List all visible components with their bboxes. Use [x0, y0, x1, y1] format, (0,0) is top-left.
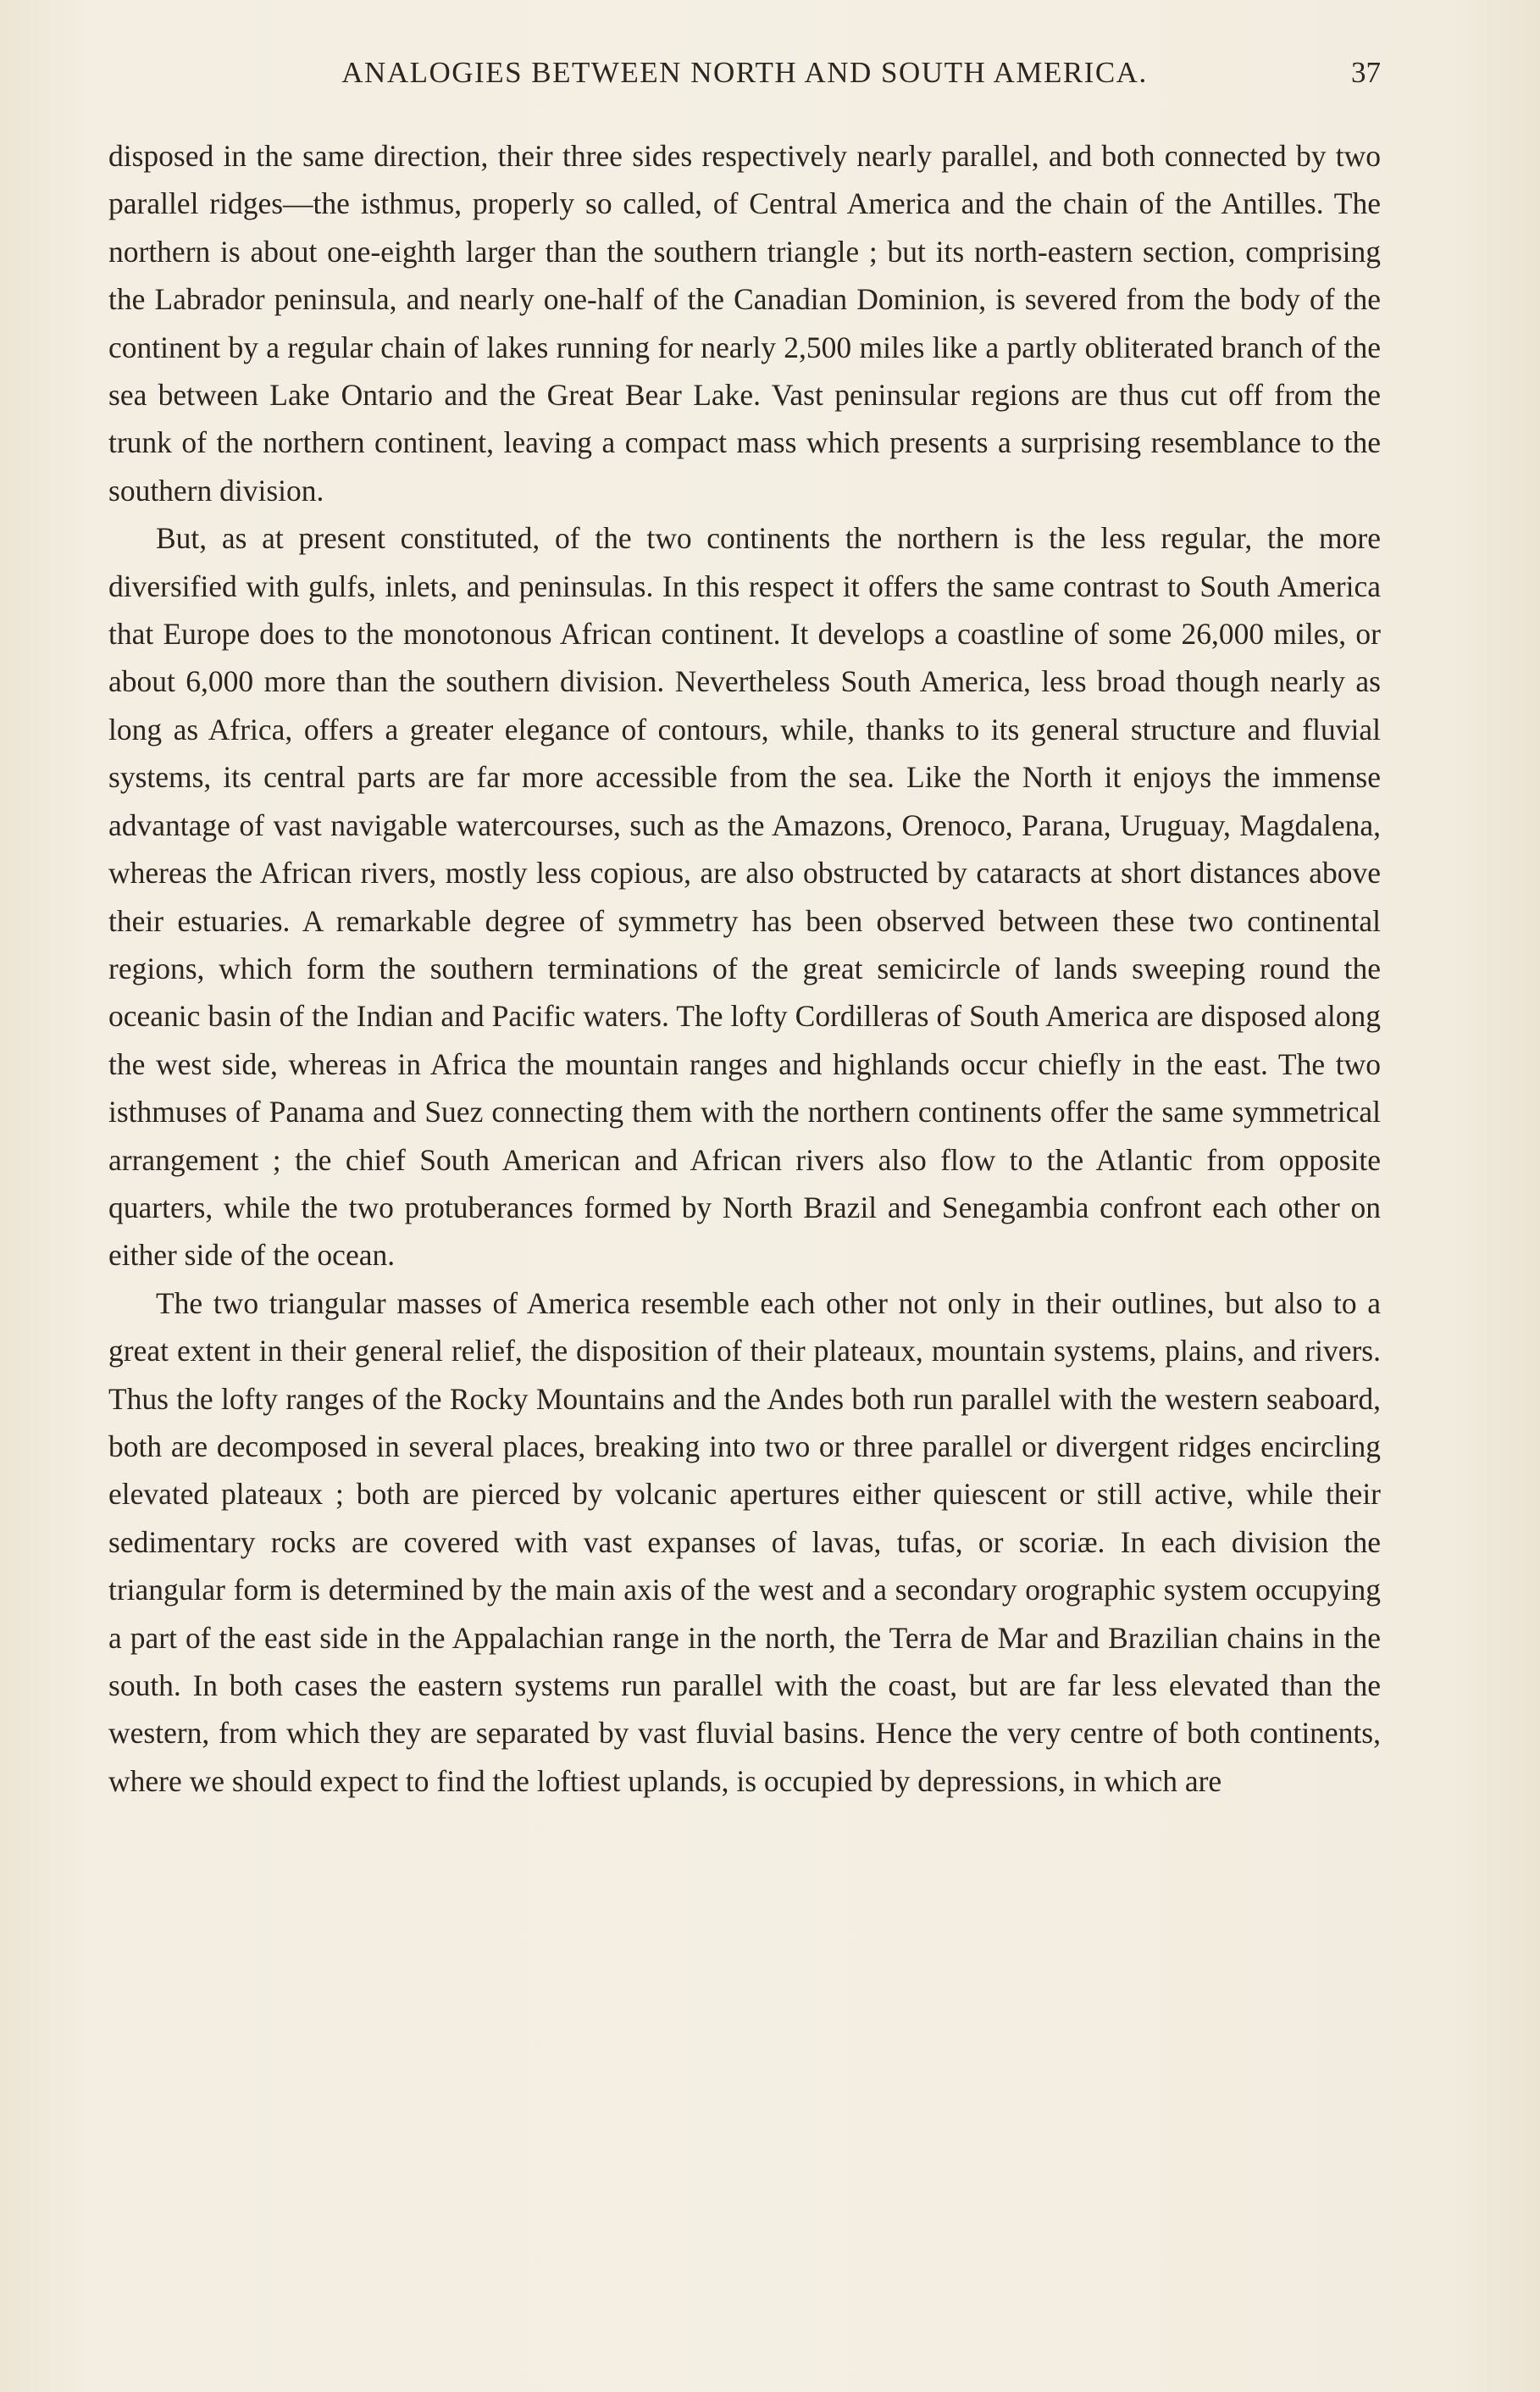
- page-number: 37: [1351, 56, 1381, 89]
- paragraph: The two triangular masses of America resemble each other not only in their outlines, but also to a great extent in their general relief, the disposition of their plateaux, mountain systems, plains, and rivers. Thus the lofty ranges of the Rocky Mountains and the Andes both run parallel with the western seaboard, both are decomposed in several places, breaking into two or three parallel or divergent ridges encircling elevated plateaux ; both are pierced by volcanic apertures either quiescent or still active, while their sedimentary rocks are covered with vast expanses of lavas, tufas, or scoriæ. In each division the triangular form is determined by the main axis of the west and a secondary orographic system occupying a part of the east side in the Appalachian range in the north, the Terra de Mar and Brazilian chains in the south. In both cases the eastern systems run parallel with the coast, but are far less elevated than the western, from which they are separated by vast fluvial basins. Hence the very centre of both continents, where we should expect to find the loftiest uplands, is occupied by depressions, in which are: [108, 1285, 1381, 1798]
- page-header: [108, 56, 1381, 103]
- paragraph: But, as at present constituted, of the two continents the northern is the less regular, the more diversified with gulfs, inlets, and peninsulas. In this respect it offers the same contrast to South America that Europe does to the monotonous African continent. It develops a coastline of some 26,000 miles, or about 6,000 more than the southern division. Nevertheless South America, less broad though nearly as long as Africa, offers a greater elegance of contours, while, thanks to its general structure and fluvial systems, its central parts are far more accessible from the sea. Like the North it enjoys the immense advantage of vast navigable watercourses, such as the Amazons, Orenoco, Parana, Uruguay, Magdalena, whereas the African rivers, mostly less copious, are also obstructed by cataracts at short distances above their estuaries. A remarkable degree of symmetry has been observed between these two continental regions, which form the southern terminations of the great semicircle of lands sweeping round the oceanic basin of the Indian and Pacific waters. The lofty Cordilleras of South America are disposed along the west side, whereas in Africa the mountain ranges and highlands occur chiefly in the east. The two isthmuses of Panama and Suez connecting them with the northern continents offer the same symmetrical arrangement ; the chief South American and African rivers also flow to the Atlantic from opposite quarters, while the two protuberances formed by North Brazil and Senegambia confront each other on either side of the ocean.: [108, 521, 1381, 1273]
- body-text: [108, 132, 1381, 1805]
- running-title: ANALOGIES BETWEEN NORTH AND SOUTH AMERICA.: [341, 56, 1148, 89]
- paragraph-continuation: disposed in the same direction, their three sides respectively nearly parallel, and both connected by two parallel ridges—the isthmus, properly so called, of Central America and the chain of the Antilles. The northern is about one-eighth larger than the southern triangle ; but its north-eastern section, comprising the Labrador peninsula, and nearly one-half of the Canadian Dominion, is severed from the body of the continent by a regular chain of lakes running for nearly 2,500 miles like a partly obliterated branch of the sea between Lake Ontario and the Great Bear Lake. Vast peninsular regions are thus cut off from the trunk of the northern continent, leaving a compact mass which presents a surprising resemblance to the southern division.: [108, 139, 1381, 508]
